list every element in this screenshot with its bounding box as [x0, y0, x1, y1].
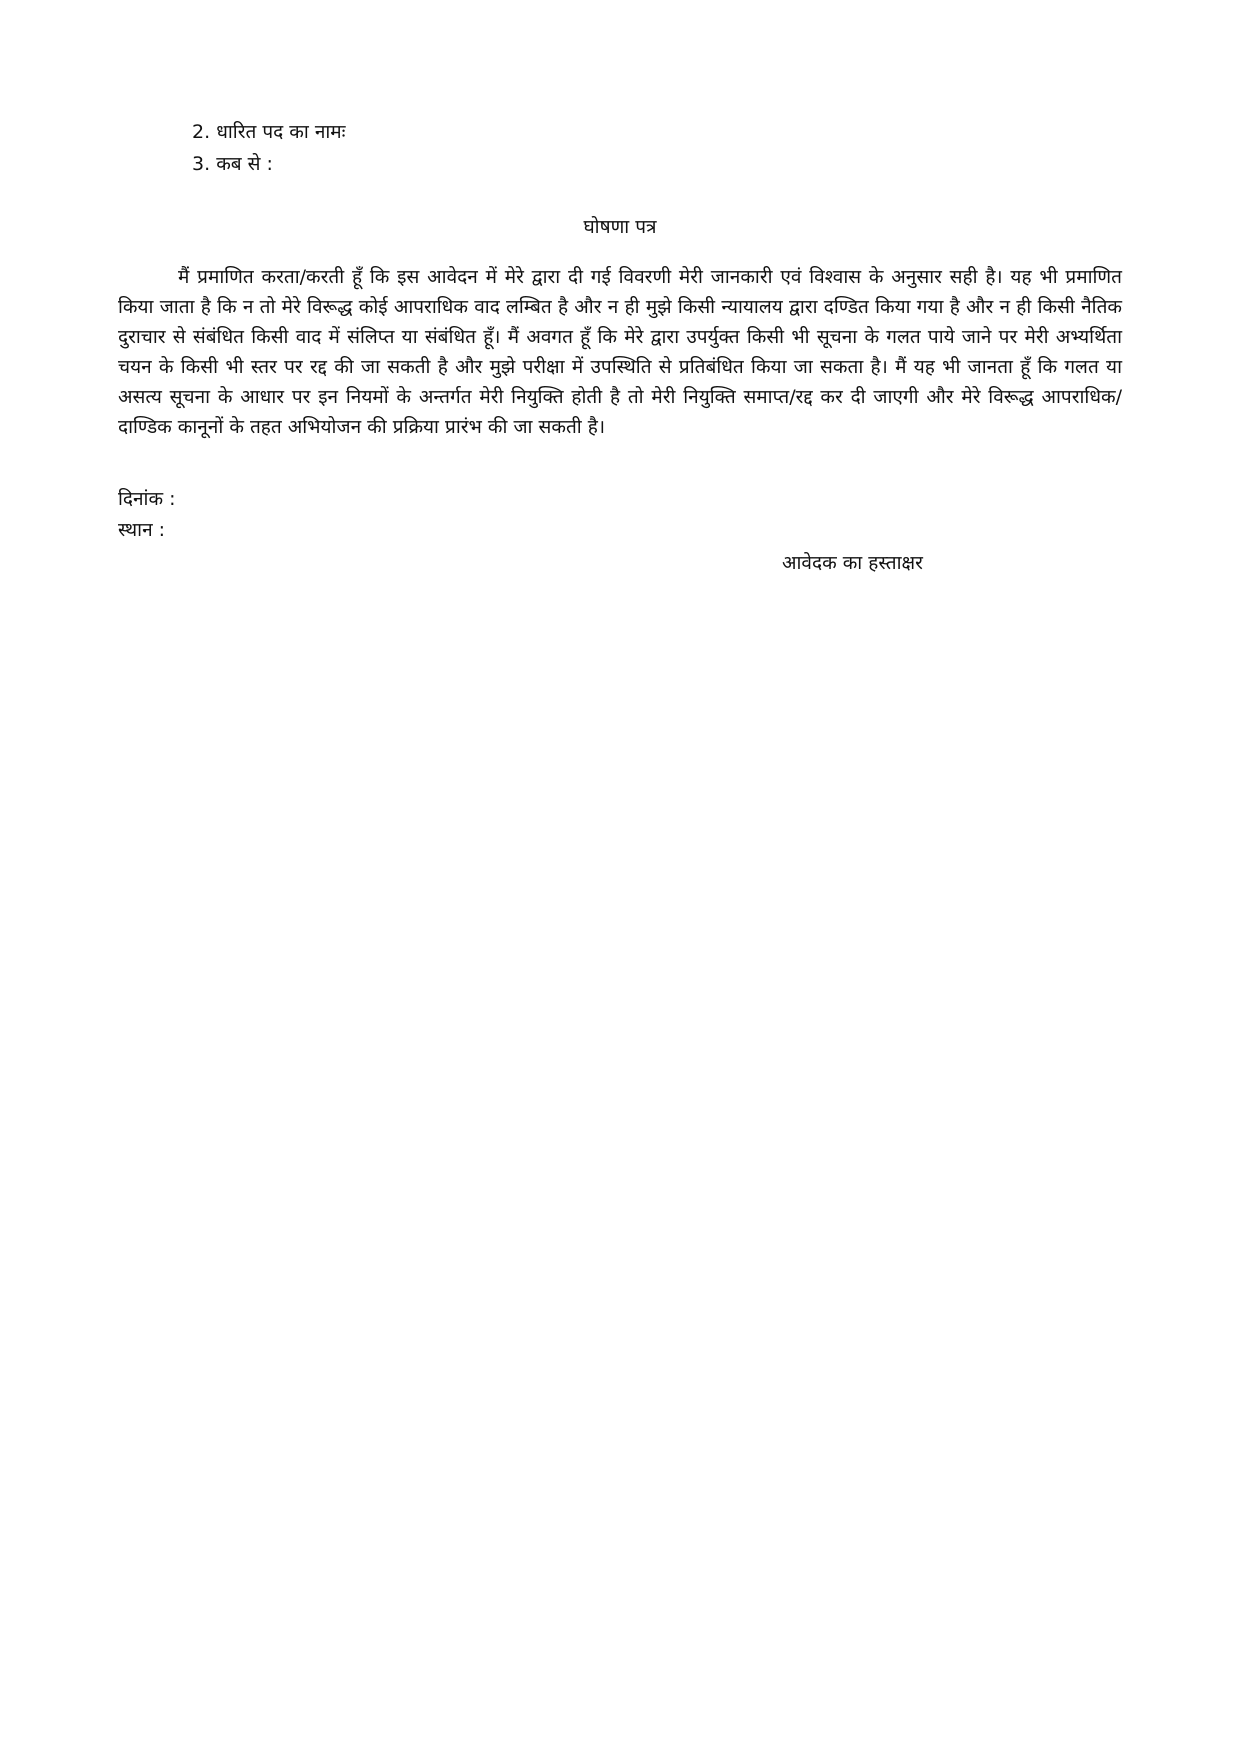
form-item-number: 2.	[192, 121, 211, 143]
applicant-signature-label: आवेदक का हस्ताक्षर	[782, 552, 923, 574]
place-label: स्थान :	[118, 519, 166, 541]
form-item-post-held	[192, 123, 346, 142]
declaration-body: मैं प्रमाणित करता/करती हूँ कि इस आवेदन में मेरे द्वारा दी गई विवरणी मेरी जानकारी एवं विश्वास के अनुसार सही है। यह भी प्रमाणित किया जाता है कि न तो मेरे विरूद्ध कोई आपराधिक वाद लम्बित है और न ही मुझे किसी न्यायालय द्वारा दण्डित किया गया है और न ही किसी नैतिक दुराचार से संबंधित किसी वाद में संलिप्त या संबंधित हूँ। मैं अवगत हूँ कि मेरे द्वारा उपर्युक्त किसी भी सूचना के गलत पाये जाने पर मेरी अभ्यर्थिता चयन के किसी भी स्तर पर रद्द की जा सकती है और मुझे परीक्षा में उपस्थिति से प्रतिबंधित किया जा सकता है। मैं यह भी जानता हूँ कि गलत या असत्य सूचना के आधार पर इन नियमों के अन्तर्गत मेरी नियुक्ति होती है तो मेरी नियुक्ति समाप्त/रद्द कर दी जाएगी और मेरे विरूद्ध आपराधिक/दाण्डिक कानूनों के तहत अभियोजन की प्रक्रिया प्रारंभ की जा सकती है।	[118, 266, 1122, 438]
declaration-heading: घोषणा पत्र	[583, 216, 657, 238]
form-item-since-when	[192, 155, 273, 174]
form-item-label: धारित पद का नामः	[216, 121, 346, 143]
date-label: दिनांक :	[118, 488, 176, 510]
form-item-number: 3.	[192, 153, 211, 175]
form-item-label: कब से :	[216, 153, 273, 175]
